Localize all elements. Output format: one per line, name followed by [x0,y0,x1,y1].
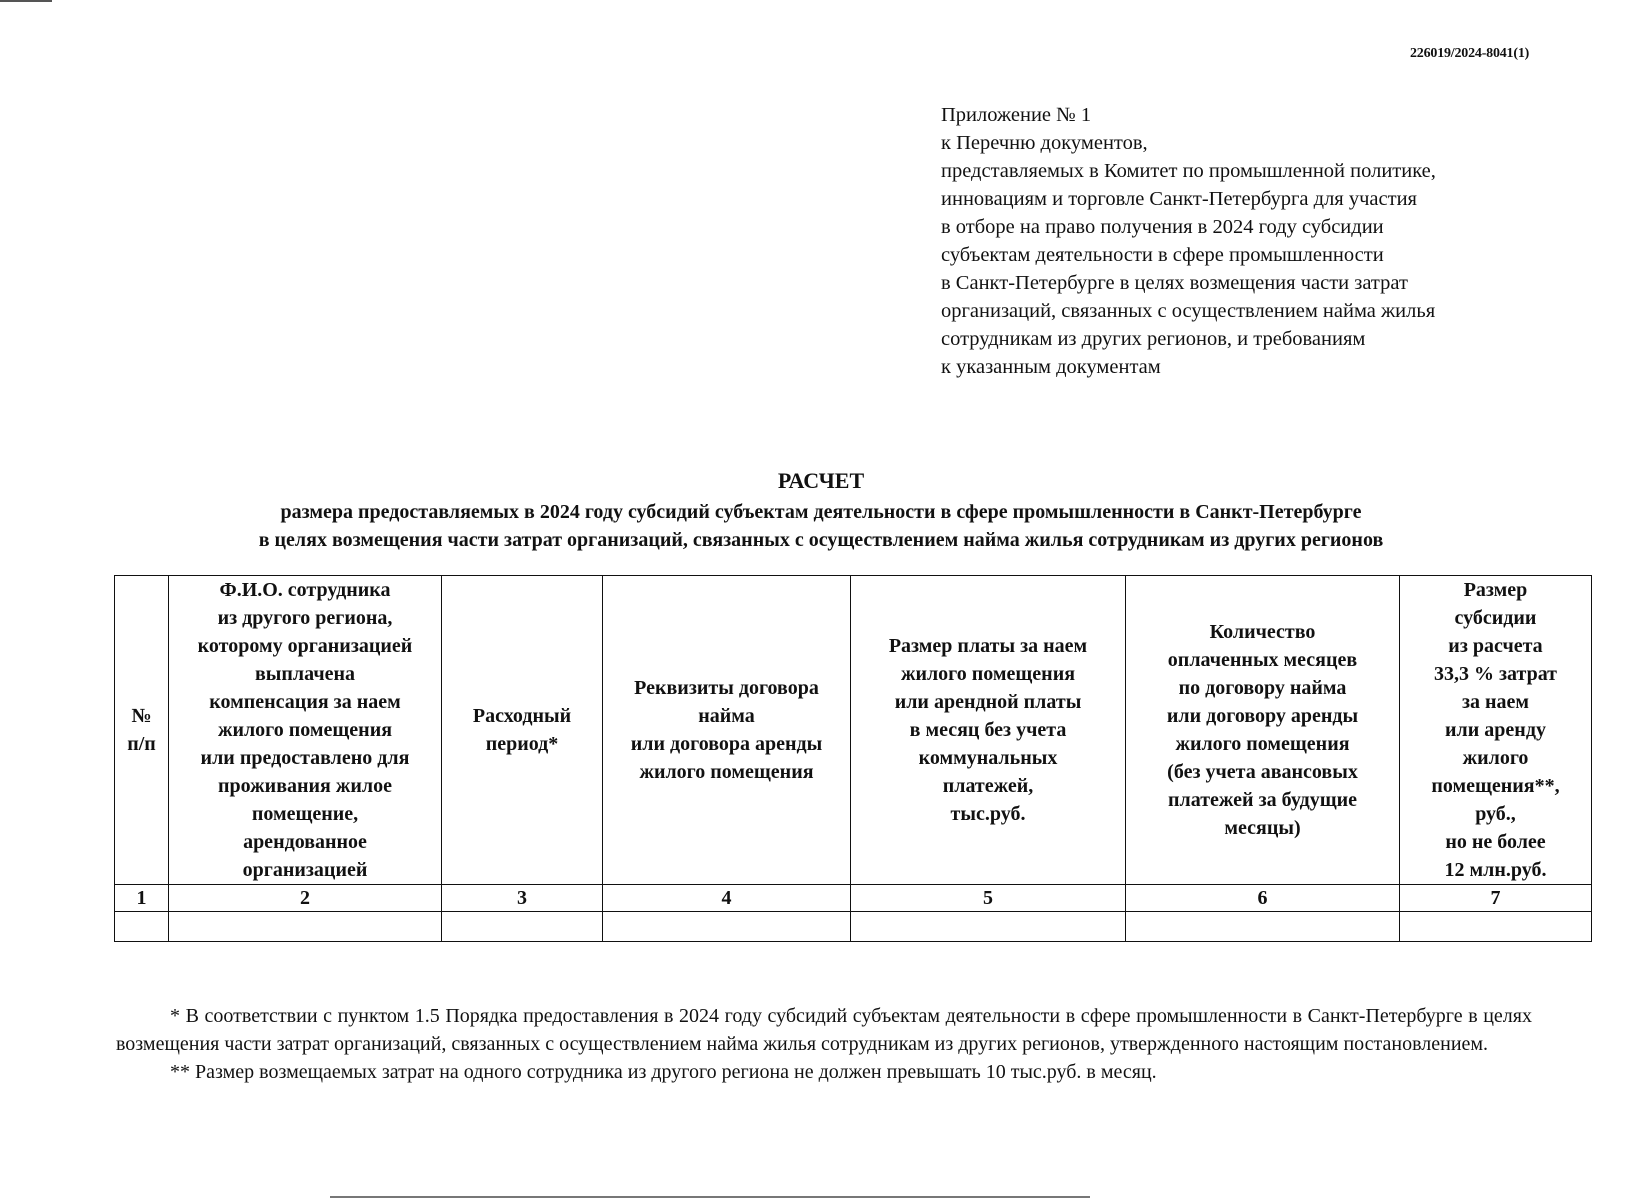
header-line: Размер [1463,579,1528,601]
header-line: жилого помещения [1175,733,1350,755]
header-line: (без учета авансовых [1167,761,1358,783]
column-number-cell: 6 [1126,885,1400,912]
header-line: тыс.руб. [950,803,1026,825]
appendix-line: сотрудникам из других регионов, и требованиям [941,328,1366,350]
footnote-expense-period: * В соответствии с пунктом 1.5 Порядка предоставления в 2024 году субсидий субъектам деятельности в сфере промышленности в Санкт-Петербурге в целях возмещения части затрат организаций, связанных с осуществлением найма жилья сотрудникам из других регионов, утвержденного настоящим постановлением. [116,1005,1532,1055]
appendix-block [941,101,1436,381]
header-line: руб., [1475,803,1516,825]
header-line: платежей за будущие [1168,789,1357,811]
appendix-line: в отборе на право получения в 2024 году субсидии [941,216,1384,238]
header-line: в месяц без учета [909,719,1067,741]
header-line: жилого помещения [900,663,1076,685]
header-line: из другого региона, [217,607,393,629]
header-line: которому организацией [197,635,413,657]
header-cell-expense-period [442,576,603,885]
header-cell-paid-months [1126,576,1400,885]
appendix-line: к указанным документам [941,356,1161,378]
header-line: но не более [1445,831,1546,853]
title-block [0,466,1642,554]
column-number-cell: 2 [169,885,442,912]
header-line: период* [485,733,559,755]
scan-bottom-line [330,1196,1090,1198]
appendix-line: представляемых в Комитет по промышленной политике, [941,160,1436,182]
header-line: оплаченных месяцев [1167,649,1358,671]
header-line: выплачена [254,663,356,685]
footnotes [116,1002,1532,1086]
header-line: компенсация за наем [209,691,401,713]
document-title: РАСЧЕТ [777,468,865,493]
header-line: найма [698,705,755,727]
header-line: или аренду [1445,719,1546,741]
column-number-cell: 7 [1400,885,1592,912]
calculation-table [114,575,1592,942]
header-cell-contract-details [603,576,851,885]
header-line: субсидии [1454,607,1537,629]
empty-cell[interactable] [169,912,442,942]
empty-cell[interactable] [115,912,169,942]
table-header-row [115,576,1592,885]
header-line: за наем [1461,691,1530,713]
empty-cell[interactable] [442,912,603,942]
table-row [115,912,1592,942]
column-number-cell: 3 [442,885,603,912]
header-line: Ф.И.О. сотрудника [219,579,391,601]
header-line: 33,3 % затрат [1433,663,1558,685]
header-line: Количество [1209,621,1316,643]
header-line: жилого помещения [217,719,393,741]
header-line: или договора аренды [630,733,823,755]
document-number: 226019/2024-8041(1) [1410,46,1530,61]
column-number-cell: 4 [603,885,851,912]
column-number-row [115,885,1592,912]
title-subtitle-line: размера предоставляемых в 2024 году субсидий субъектам деятельности в сфере промышленности в Санкт-Петербурге [280,501,1362,523]
header-line: № [131,705,152,727]
header-line: Размер платы за наем [888,635,1088,657]
header-line: или предоставлено для [200,747,410,769]
header-cell-monthly-rent [851,576,1126,885]
header-line: Реквизиты договора [634,677,819,699]
appendix-line: инновациям и торговле Санкт-Петербурга для участия [941,188,1417,210]
empty-cell[interactable] [851,912,1126,942]
header-cell-number [115,576,169,885]
header-line: из расчета [1448,635,1543,657]
empty-cell[interactable] [603,912,851,942]
header-line: помещение, [251,803,359,825]
header-line: арендованное [243,831,367,853]
header-line: помещения**, [1431,775,1560,797]
header-line: по договору найма [1178,677,1347,699]
column-number-cell: 1 [115,885,169,912]
header-line: платежей, [942,775,1034,797]
appendix-line: Приложение № 1 [941,104,1092,126]
title-subtitle-line: в целях возмещения части затрат организаций, связанных с осуществлением найма жилья сотрудникам из других регионов [258,529,1384,551]
header-cell-employee-name [169,576,442,885]
appendix-line: организаций, связанных с осуществлением найма жилья [941,300,1436,322]
header-line: 12 млн.руб. [1444,859,1547,881]
footnote-max-reimbursement: ** Размер возмещаемых затрат на одного сотрудника из другого региона не должен превышать 10 тыс.руб. в месяц. [170,1061,1157,1083]
header-line: или договору аренды [1166,705,1359,727]
header-line: организацией [242,859,368,881]
header-line: месяцы) [1224,817,1301,839]
header-line: проживания жилое [218,775,392,797]
header-line: коммунальных [918,747,1058,769]
empty-cell[interactable] [1126,912,1400,942]
header-line: жилого [1462,747,1529,769]
header-line: или арендной платы [894,691,1082,713]
scan-edge-mark [0,0,52,2]
header-cell-subsidy-amount [1400,576,1592,885]
header-line: жилого помещения [639,761,814,783]
appendix-line: в Санкт-Петербурге в целях возмещения части затрат [941,272,1408,294]
appendix-line: к Перечню документов, [941,132,1148,154]
header-line: Расходный [472,705,572,727]
header-line: п/п [127,733,156,755]
empty-cell[interactable] [1400,912,1592,942]
column-number-cell: 5 [851,885,1126,912]
appendix-line: субъектам деятельности в сфере промышленности [941,244,1384,266]
